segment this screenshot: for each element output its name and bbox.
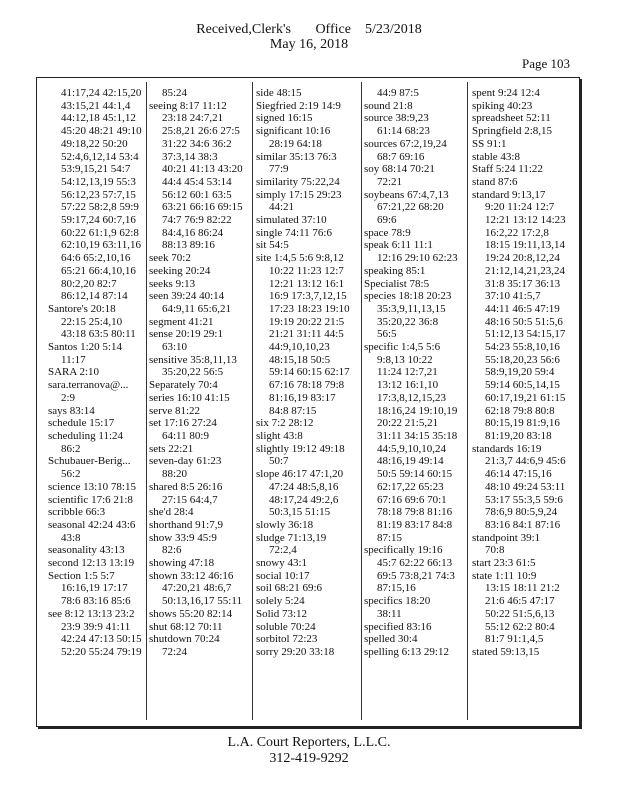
- index-page-refs: 31:22 34:6 36:2: [162, 137, 232, 150]
- index-entry: Santos 1:20 5:14: [48, 341, 122, 354]
- index-page-refs: 2:9: [61, 391, 76, 404]
- index-page-refs: 45:20 48:21 49:10: [61, 125, 142, 138]
- index-entry: schedule 15:17: [48, 417, 115, 430]
- index-page-refs: 44:5,9,10,10,24: [377, 442, 447, 455]
- index-entry: stand 87:6: [472, 175, 518, 188]
- index-page-refs: 12:16 29:10 62:23: [377, 252, 458, 265]
- index-page-refs: 47:20,21 48:6,7: [162, 582, 232, 595]
- index-page-refs: 80:2,20 82:7: [61, 277, 117, 290]
- index-page-refs: 20:22 21:5,21: [377, 417, 439, 430]
- index-page-refs: 49:18,22 50:20: [61, 137, 128, 150]
- document-date: May 16, 2018: [269, 37, 349, 52]
- index-entry: state 1:11 10:9: [472, 569, 537, 582]
- index-page-refs: 48:17,24 49:2,6: [269, 493, 339, 506]
- index-page-refs: 21:6 46:5 47:17: [485, 595, 555, 608]
- index-page-refs: 68:7 69:16: [377, 150, 425, 163]
- index-page-refs: 44:9,10,10,23: [269, 341, 330, 354]
- index-entry: specifically 19:16: [364, 544, 443, 557]
- index-entry: species 18:18 20:23: [364, 290, 452, 303]
- index-page-refs: 31:8 35:17 36:13: [485, 277, 561, 290]
- index-page-refs: 59:14 60:5,14,15: [485, 379, 560, 392]
- index-entry: side 48:15: [256, 87, 302, 99]
- index-page-refs: 48:15,18 50:5: [269, 353, 331, 366]
- reporter-phone: 312-419-9292: [269, 751, 349, 766]
- index-page-refs: 85:24: [162, 87, 188, 99]
- index-entry: seasonal 42:24 43:6: [48, 518, 136, 531]
- column-divider: [361, 82, 362, 720]
- index-page-refs: 80:15,19 81:9,16: [485, 417, 560, 430]
- column-divider: [252, 82, 253, 720]
- index-page-refs: 42:24 47:13 50:15: [61, 633, 142, 646]
- index-page-refs: 61:14 68:23: [377, 125, 430, 138]
- index-page-refs: 58:9,19,20 59:4: [485, 366, 555, 379]
- index-entry: spreadsheet 52:11: [472, 112, 551, 125]
- index-page-refs: 55:18,20,23 56:6: [485, 353, 560, 366]
- index-entry: seek 70:2: [149, 252, 191, 265]
- index-entry: serve 81:22: [149, 404, 201, 417]
- index-entry: second 12:13 13:19: [48, 557, 135, 570]
- index-page-refs: 46:14 47:15,16: [485, 468, 552, 481]
- index-entry: SARA 2:10: [48, 366, 100, 379]
- index-entry: slightly 19:12 49:18: [256, 442, 345, 455]
- index-page-refs: 65:21 66:4,10,16: [61, 264, 136, 277]
- index-page-refs: 70:8: [485, 544, 505, 557]
- index-page-refs: 18:16,24 19:10,19: [377, 404, 458, 417]
- index-page-refs: 23:18 24:7,21: [162, 112, 224, 125]
- index-page-refs: 50:5 59:14 60:15: [377, 468, 453, 481]
- index-entry: segment 41:21: [149, 315, 214, 328]
- index-entry: standpoint 39:1: [472, 531, 541, 544]
- page-number: Page 103: [521, 56, 570, 71]
- index-entry: scribble 66:3: [48, 506, 106, 519]
- index-entry: Springfield 2:8,15: [472, 125, 553, 138]
- index-page-refs: 9:8,13 10:22: [377, 353, 433, 366]
- index-page-refs: 50:7: [269, 455, 289, 468]
- index-page-refs: 87:15,16: [377, 582, 416, 595]
- index-entry: slight 43:8: [256, 429, 303, 442]
- index-page-refs: 50:13,16,17 55:11: [162, 595, 242, 608]
- index-entry: specifics 18:20: [364, 595, 431, 608]
- index-entry: shutdown 70:24: [149, 633, 220, 646]
- index-entry: Staff 5:24 11:22: [472, 163, 543, 176]
- index-entry: spent 9:24 12:4: [472, 87, 540, 99]
- index-page-refs: 51:12,13 54:15,17: [485, 328, 566, 341]
- index-page-refs: 44:9 87:5: [377, 87, 419, 99]
- column-divider: [467, 82, 468, 720]
- index-entry: signed 16:15: [256, 112, 313, 125]
- index-page-refs: 44:4 45:4 53:14: [162, 175, 232, 188]
- index-entry: sludge 71:13,19: [256, 531, 327, 544]
- index-entry: solely 5:24: [256, 595, 305, 608]
- index-page-refs: 9:20 11:24 12:7: [485, 201, 555, 214]
- index-page-refs: 77:9: [269, 163, 289, 176]
- index-entry: site 1:4,5 5:6 9:8,12: [256, 252, 344, 265]
- index-page-refs: 63:21 66:16 69:15: [162, 201, 243, 214]
- index-entry: shown 33:12 46:16: [149, 569, 234, 582]
- index-entry: shared 8:5 26:16: [149, 480, 223, 493]
- index-page-refs: 18:15 19:11,13,14: [485, 239, 565, 252]
- index-page-refs: 64:11 80:9: [162, 429, 209, 442]
- index-page-refs: 16:2,22 17:2,8: [485, 226, 549, 239]
- index-page-refs: 35:3,9,11,13,15: [377, 302, 446, 315]
- index-page-refs: 48:16,19 49:14: [377, 455, 444, 468]
- index-page-refs: 17:3,8,12,15,23: [377, 391, 447, 404]
- index-page-refs: 44:12,18 45:1,12: [61, 112, 136, 125]
- index-entry: scheduling 11:24: [48, 429, 124, 442]
- index-entry: space 78:9: [364, 226, 411, 239]
- index-entry: Solid 73:12: [256, 607, 308, 620]
- index-page-refs: 86:2: [61, 442, 81, 455]
- index-page-refs: 88:20: [162, 468, 188, 481]
- index-page-refs: 48:16 50:5 51:5,6: [485, 315, 563, 328]
- index-page-refs: 72:24: [162, 645, 188, 658]
- index-entry: stated 59:13,15: [472, 645, 540, 658]
- index-entry: soy 68:14 70:21: [364, 163, 435, 176]
- index-entry: sensitive 35:8,11,13: [149, 353, 237, 366]
- index-page-refs: 12:21 13:12 16:1: [269, 277, 345, 290]
- index-page-refs: 22:15 25:4,10: [61, 315, 123, 328]
- index-entry: spelled 30:4: [364, 633, 418, 646]
- index-page-refs: 37:10 41:5,7: [485, 290, 541, 303]
- index-page-refs: 41:17,24 42:15,20: [61, 87, 142, 99]
- index-page-refs: 44:21: [269, 201, 295, 214]
- index-entry: soil 68:21 69:6: [256, 582, 323, 595]
- index-page-refs: 55:12 62:2 80:4: [485, 620, 555, 633]
- index-entry: seven-day 61:23: [149, 455, 222, 468]
- index-page-refs: 43:8: [61, 531, 81, 544]
- index-entry: stable 43:8: [472, 150, 520, 163]
- index-entry: shut 68:12 70:11: [149, 620, 223, 633]
- index-entry: specific 1:4,5 5:6: [364, 341, 441, 354]
- index-page-refs: 56:12 60:1 63:5: [162, 188, 232, 201]
- index-entry: sense 20:19 29:1: [149, 328, 223, 341]
- index-entry: significant 10:16: [256, 125, 331, 138]
- index-entry: Separately 70:4: [149, 379, 218, 392]
- index-page-refs: 56:5: [377, 328, 397, 341]
- index-entry: Specialist 78:5: [364, 277, 430, 290]
- index-page-refs: 21:12,14,21,23,24: [485, 264, 566, 277]
- index-page-refs: 62:17,22 65:23: [377, 480, 444, 493]
- index-page-refs: 50:3,15 51:15: [269, 506, 331, 519]
- received-stamp: Received,Clerk's Office 5/23/2018: [196, 22, 422, 37]
- index-entry: sara.terranova@...: [48, 379, 129, 392]
- index-entry: source 38:9,23: [364, 112, 429, 125]
- index-page-refs: 59:14 60:15 62:17: [269, 366, 350, 379]
- index-page-refs: 37:3,14 38:3: [162, 150, 218, 163]
- index-entry: shows 55:20 82:14: [149, 607, 233, 620]
- index-entry: start 23:3 61:5: [472, 557, 536, 570]
- index-entry: sources 67:2,19,24: [364, 137, 447, 150]
- index-page-refs: 74:7 76:9 82:22: [162, 214, 232, 227]
- index-page-refs: 45:7 62:22 66:13: [377, 557, 453, 570]
- index-page-refs: 56:12,23 57:7,15: [61, 188, 136, 201]
- index-column-3: [256, 87, 350, 659]
- index-page-refs: 84:8 87:15: [269, 404, 317, 417]
- index-entry: simply 17:15 29:23: [256, 188, 342, 201]
- index-entry: sound 21:8: [364, 99, 413, 112]
- index-entry: seasonality 43:13: [48, 544, 125, 557]
- index-page-refs: 81:19,20 83:18: [485, 429, 552, 442]
- index-entry: shorthand 91:7,9: [149, 518, 223, 531]
- index-page-refs: 54:12,13,19 55:3: [61, 175, 136, 188]
- index-entry: Siegfried 2:19 14:9: [256, 99, 341, 112]
- index-entry: set 17:16 27:24: [149, 417, 217, 430]
- index-page-refs: 48:10 49:24 53:11: [485, 480, 566, 493]
- index-page-refs: 63:10: [162, 341, 188, 354]
- index-page-refs: 69:5 73:8,21 74:3: [377, 569, 455, 582]
- index-page-refs: 67:16 69:6 70:1: [377, 493, 447, 506]
- index-entry: seeing 8:17 11:12: [149, 99, 227, 112]
- index-page-refs: 38:11: [377, 607, 402, 620]
- index-page-refs: 59:17,24 60:7,16: [61, 214, 136, 227]
- index-page-refs: 83:16 84:1 87:16: [485, 518, 561, 531]
- index-page-refs: 28:19 64:18: [269, 137, 322, 150]
- index-column-2: [149, 87, 243, 659]
- index-page-refs: 21:3,7 44:6,9 45:6: [485, 455, 566, 468]
- index-page-refs: 13:12 16:1,10: [377, 379, 439, 392]
- index-entry: science 13:10 78:15: [48, 480, 136, 493]
- index-page-refs: 81:16,19 83:17: [269, 391, 336, 404]
- index-page-refs: 19:19 20:22 21:5: [269, 315, 345, 328]
- index-page-refs: 12:21 13:12 14:23: [485, 214, 566, 227]
- index-entry: speaking 85:1: [364, 264, 426, 277]
- index-page-refs: 78:6 83:16 85:6: [61, 595, 131, 608]
- index-page-refs: 11:24 12:7,21: [377, 366, 438, 379]
- index-page-refs: 11:17: [61, 353, 86, 366]
- index-column-5: [472, 87, 566, 659]
- index-entry: sit 54:5: [256, 239, 289, 252]
- index-entry: snowy 43:1: [256, 557, 308, 570]
- index-page-refs: 67:16 78:18 79:8: [269, 379, 345, 392]
- index-page-refs: 72:2,4: [269, 544, 297, 557]
- index-page-refs: 86:12,14 87:14: [61, 290, 128, 303]
- index-page-refs: 84:4,16 86:24: [162, 226, 224, 239]
- index-page-refs: 56:2: [61, 468, 81, 481]
- index-entry: scientific 17:6 21:8: [48, 493, 133, 506]
- index-entry: spiking 40:23: [472, 99, 533, 112]
- index-page-refs: 54:23 55:8,10,16: [485, 341, 560, 354]
- index-entry: showing 47:18: [149, 557, 215, 570]
- index-entry: Section 1:5 5:7: [48, 569, 115, 582]
- index-page-refs: 53:9,15,21 54:7: [61, 163, 131, 176]
- index-entry: simulated 37:10: [256, 214, 327, 227]
- index-page-refs: 72:21: [377, 175, 403, 188]
- index-entry: sorry 29:20 33:18: [256, 645, 335, 658]
- word-index-box: [36, 77, 580, 727]
- index-entry: sets 22:21: [149, 442, 194, 455]
- index-page-refs: 13:15 18:11 21:2: [485, 582, 560, 595]
- index-column-1: [48, 87, 142, 659]
- index-page-refs: 17:23 18:23 19:10: [269, 302, 350, 315]
- index-entry: Santore's 20:18: [48, 302, 116, 315]
- index-page-refs: 23:9 39:9 41:11: [61, 620, 131, 633]
- index-entry: sorbitol 72:23: [256, 633, 318, 646]
- index-page-refs: 60:17,19,21 61:15: [485, 391, 566, 404]
- index-column-4: [364, 87, 458, 659]
- index-page-refs: 52:20 55:24 79:19: [61, 645, 142, 658]
- index-page-refs: 40:21 41:13 43:20: [162, 163, 243, 176]
- index-entry: slope 46:17 47:1,20: [256, 468, 344, 481]
- index-entry: series 16:10 41:15: [149, 391, 230, 404]
- index-entry: soybeans 67:4,7,13: [364, 188, 449, 201]
- index-page-refs: 78:6,9 80:5,9,24: [485, 506, 558, 519]
- index-entry: standards 16:19: [472, 442, 542, 455]
- index-entry: seen 39:24 40:14: [149, 290, 225, 303]
- index-page-refs: 82:6: [162, 544, 182, 557]
- index-page-refs: 62:10,19 63:11,16: [61, 239, 141, 252]
- index-page-refs: 25:8,21 26:6 27:5: [162, 125, 240, 138]
- index-page-refs: 81:7 91:1,4,5: [485, 633, 544, 646]
- index-entry: specified 83:16: [364, 620, 432, 633]
- index-page-refs: 53:17 55:3,5 59:6: [485, 493, 563, 506]
- index-page-refs: 57:22 58:2,8 59:9: [61, 201, 139, 214]
- index-page-refs: 52:4,6,12,14 53:4: [61, 150, 139, 163]
- index-page-refs: 35:20,22 56:5: [162, 366, 224, 379]
- index-page-refs: 10:22 11:23 12:7: [269, 264, 344, 277]
- index-page-refs: 60:22 61:1,9 62:8: [61, 226, 139, 239]
- index-page-refs: 16:9 17:3,7,12,15: [269, 290, 347, 303]
- index-entry: slowly 36:18: [256, 518, 314, 531]
- index-page-refs: 78:18 79:8 81:16: [377, 506, 453, 519]
- index-entry: Schubauer-Berig...: [48, 455, 131, 468]
- index-page-refs: 62:18 79:8 80:8: [485, 404, 555, 417]
- index-entry: spelling 6:13 29:12: [364, 645, 449, 658]
- index-page-refs: 67:21,22 68:20: [377, 201, 444, 214]
- index-entry: says 83:14: [48, 404, 95, 417]
- index-page-refs: 21:21 31:11 44:5: [269, 328, 344, 341]
- column-divider: [146, 82, 147, 720]
- index-page-refs: 31:11 34:15 35:18: [377, 429, 458, 442]
- index-page-refs: 87:15: [377, 531, 403, 544]
- index-entry: seeks 9:13: [149, 277, 196, 290]
- index-page-refs: 47:24 48:5,8,16: [269, 480, 339, 493]
- index-page-refs: 16:16,19 17:17: [61, 582, 128, 595]
- index-page-refs: 64:9,11 65:6,21: [162, 302, 231, 315]
- index-entry: seeking 20:24: [149, 264, 211, 277]
- index-entry: similarity 75:22,24: [256, 175, 340, 188]
- index-page-refs: 27:15 64:4,7: [162, 493, 218, 506]
- index-entry: social 10:17: [256, 569, 310, 582]
- index-page-refs: 35:20,22 36:8: [377, 315, 439, 328]
- index-entry: six 7:2 28:12: [256, 417, 314, 430]
- index-page-refs: 43:15,21 44:1,4: [61, 99, 131, 112]
- index-page-refs: 88:13 89:16: [162, 239, 215, 252]
- index-page-refs: 44:11 46:5 47:19: [485, 302, 560, 315]
- index-entry: speak 6:11 11:1: [364, 239, 433, 252]
- index-page-refs: 81:19 83:17 84:8: [377, 518, 453, 531]
- index-entry: she'd 28:4: [149, 506, 194, 519]
- index-entry: SS 91:1: [472, 137, 507, 150]
- index-page-refs: 64:6 65:2,10,16: [61, 252, 131, 265]
- reporter-company: L.A. Court Reporters, L.L.C.: [227, 735, 391, 750]
- index-entry: similar 35:13 76:3: [256, 150, 337, 163]
- index-page-refs: 50:22 51:5,6,13: [485, 607, 555, 620]
- index-entry: single 74:11 76:6: [256, 226, 332, 239]
- index-entry: see 8:12 13:13 23:2: [48, 607, 135, 620]
- index-entry: standard 9:13,17: [472, 188, 546, 201]
- index-page-refs: 43:18 63:5 80:11: [61, 328, 136, 341]
- index-entry: show 33:9 45:9: [149, 531, 217, 544]
- index-entry: soluble 70:24: [256, 620, 316, 633]
- index-page-refs: 19:24 20:8,12,24: [485, 252, 560, 265]
- index-page-refs: 69:6: [377, 214, 397, 227]
